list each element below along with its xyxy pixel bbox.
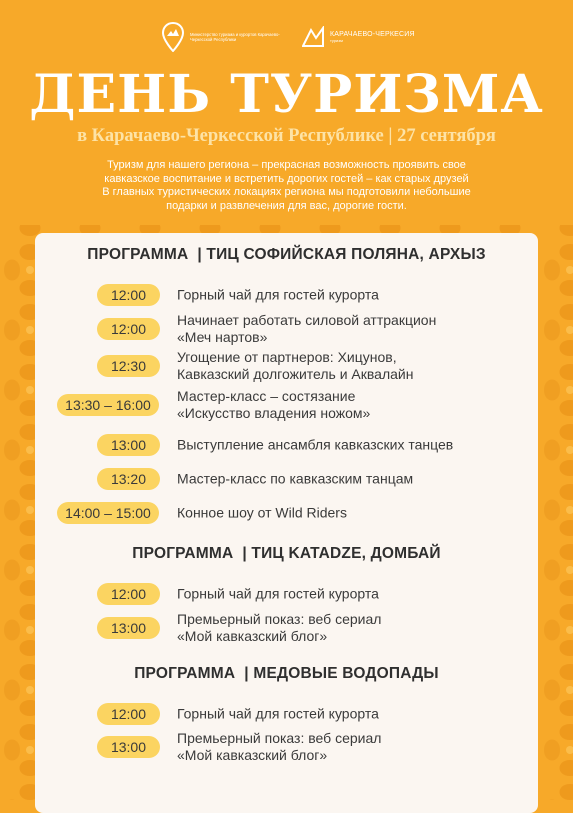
event-description: Угощение от партнеров: Хицунов, Кавказский долгожитель и Аквалайн (177, 349, 414, 382)
time-pill: 12:00 (97, 284, 160, 306)
program-heading: ПРОГРАММА | ТИЦ KATADZE, ДОМБАЙ (132, 545, 441, 562)
event-description: Горный чай для гостей курорта (177, 286, 379, 303)
program-heading: ПРОГРАММА | ТИЦ СОФИЙСКАЯ ПОЛЯНА, АРХЫЗ (87, 246, 486, 263)
time-pill: 13:00 (97, 736, 160, 758)
event-row (35, 277, 538, 313)
event-description: Премьерный показ: веб сериал «Мой кавказский блог» (177, 611, 382, 644)
event-row (35, 348, 538, 384)
event-row (35, 387, 538, 423)
page-title: ДЕНЬ ТУРИЗМА (29, 64, 544, 125)
event-row (35, 311, 538, 347)
event-row (35, 576, 538, 612)
ministry-text: Министерство туризма и курортов Карачаево-Черкесской Республики (190, 32, 280, 42)
time-pill: 14:00 – 15:00 (57, 502, 159, 524)
event-description: Премьерный показ: веб сериал «Мой кавказский блог» (177, 730, 382, 763)
intro-line: В главных туристических локациях региона мы подготовили небольшие (102, 186, 471, 198)
time-pill: 13:00 (97, 617, 160, 639)
intro-line: кавказское воспитание и встретить дорогих гостей – как старых друзей (104, 172, 469, 185)
time-pill: 12:00 (97, 583, 160, 605)
page-subtitle: в Карачаево-Черкесской Республике | 27 сентября (77, 126, 496, 146)
logos (0, 22, 573, 58)
region-sub: туризм (330, 38, 343, 43)
time-pill: 12:30 (97, 355, 160, 377)
mountain-mark-icon (302, 26, 324, 48)
time-pill: 12:00 (97, 318, 160, 340)
intro-line: подарки и развлечения для вас, дорогие гости. (166, 199, 407, 212)
program-heading: ПРОГРАММА | МЕДОВЫЕ ВОДОПАДЫ (134, 665, 439, 682)
event-description: Мастер-класс – состязание «Искусство владения ножом» (177, 388, 371, 421)
event-row (35, 610, 538, 646)
event-row (35, 495, 538, 531)
location-pin-icon (162, 22, 184, 52)
event-description: Горный чай для гостей курорта (177, 705, 379, 722)
event-row (35, 461, 538, 497)
event-description: Выступление ансамбля кавказских танцев (177, 436, 454, 453)
event-row (35, 729, 538, 765)
event-description: Конное шоу от Wild Riders (177, 504, 347, 521)
time-pill: 13:00 (97, 434, 160, 456)
event-description: Начинает работать силовой аттракцион «Меч нартов» (177, 312, 437, 345)
event-description: Мастер-класс по кавказским танцам (177, 470, 414, 487)
time-pill: 13:30 – 16:00 (57, 394, 159, 416)
event-description: Горный чай для гостей курорта (177, 585, 379, 602)
event-row (35, 696, 538, 732)
region-name: КАРАЧАЕВО-ЧЕРКЕСИЯ (330, 31, 415, 38)
time-pill: 12:00 (97, 703, 160, 725)
intro-text (40, 159, 533, 213)
event-row (35, 427, 538, 463)
region-logo (302, 26, 415, 48)
ministry-logo (162, 22, 280, 52)
time-pill: 13:20 (97, 468, 160, 490)
intro-line: Туризм для нашего региона – прекрасная возможность проявить свое (107, 159, 466, 171)
